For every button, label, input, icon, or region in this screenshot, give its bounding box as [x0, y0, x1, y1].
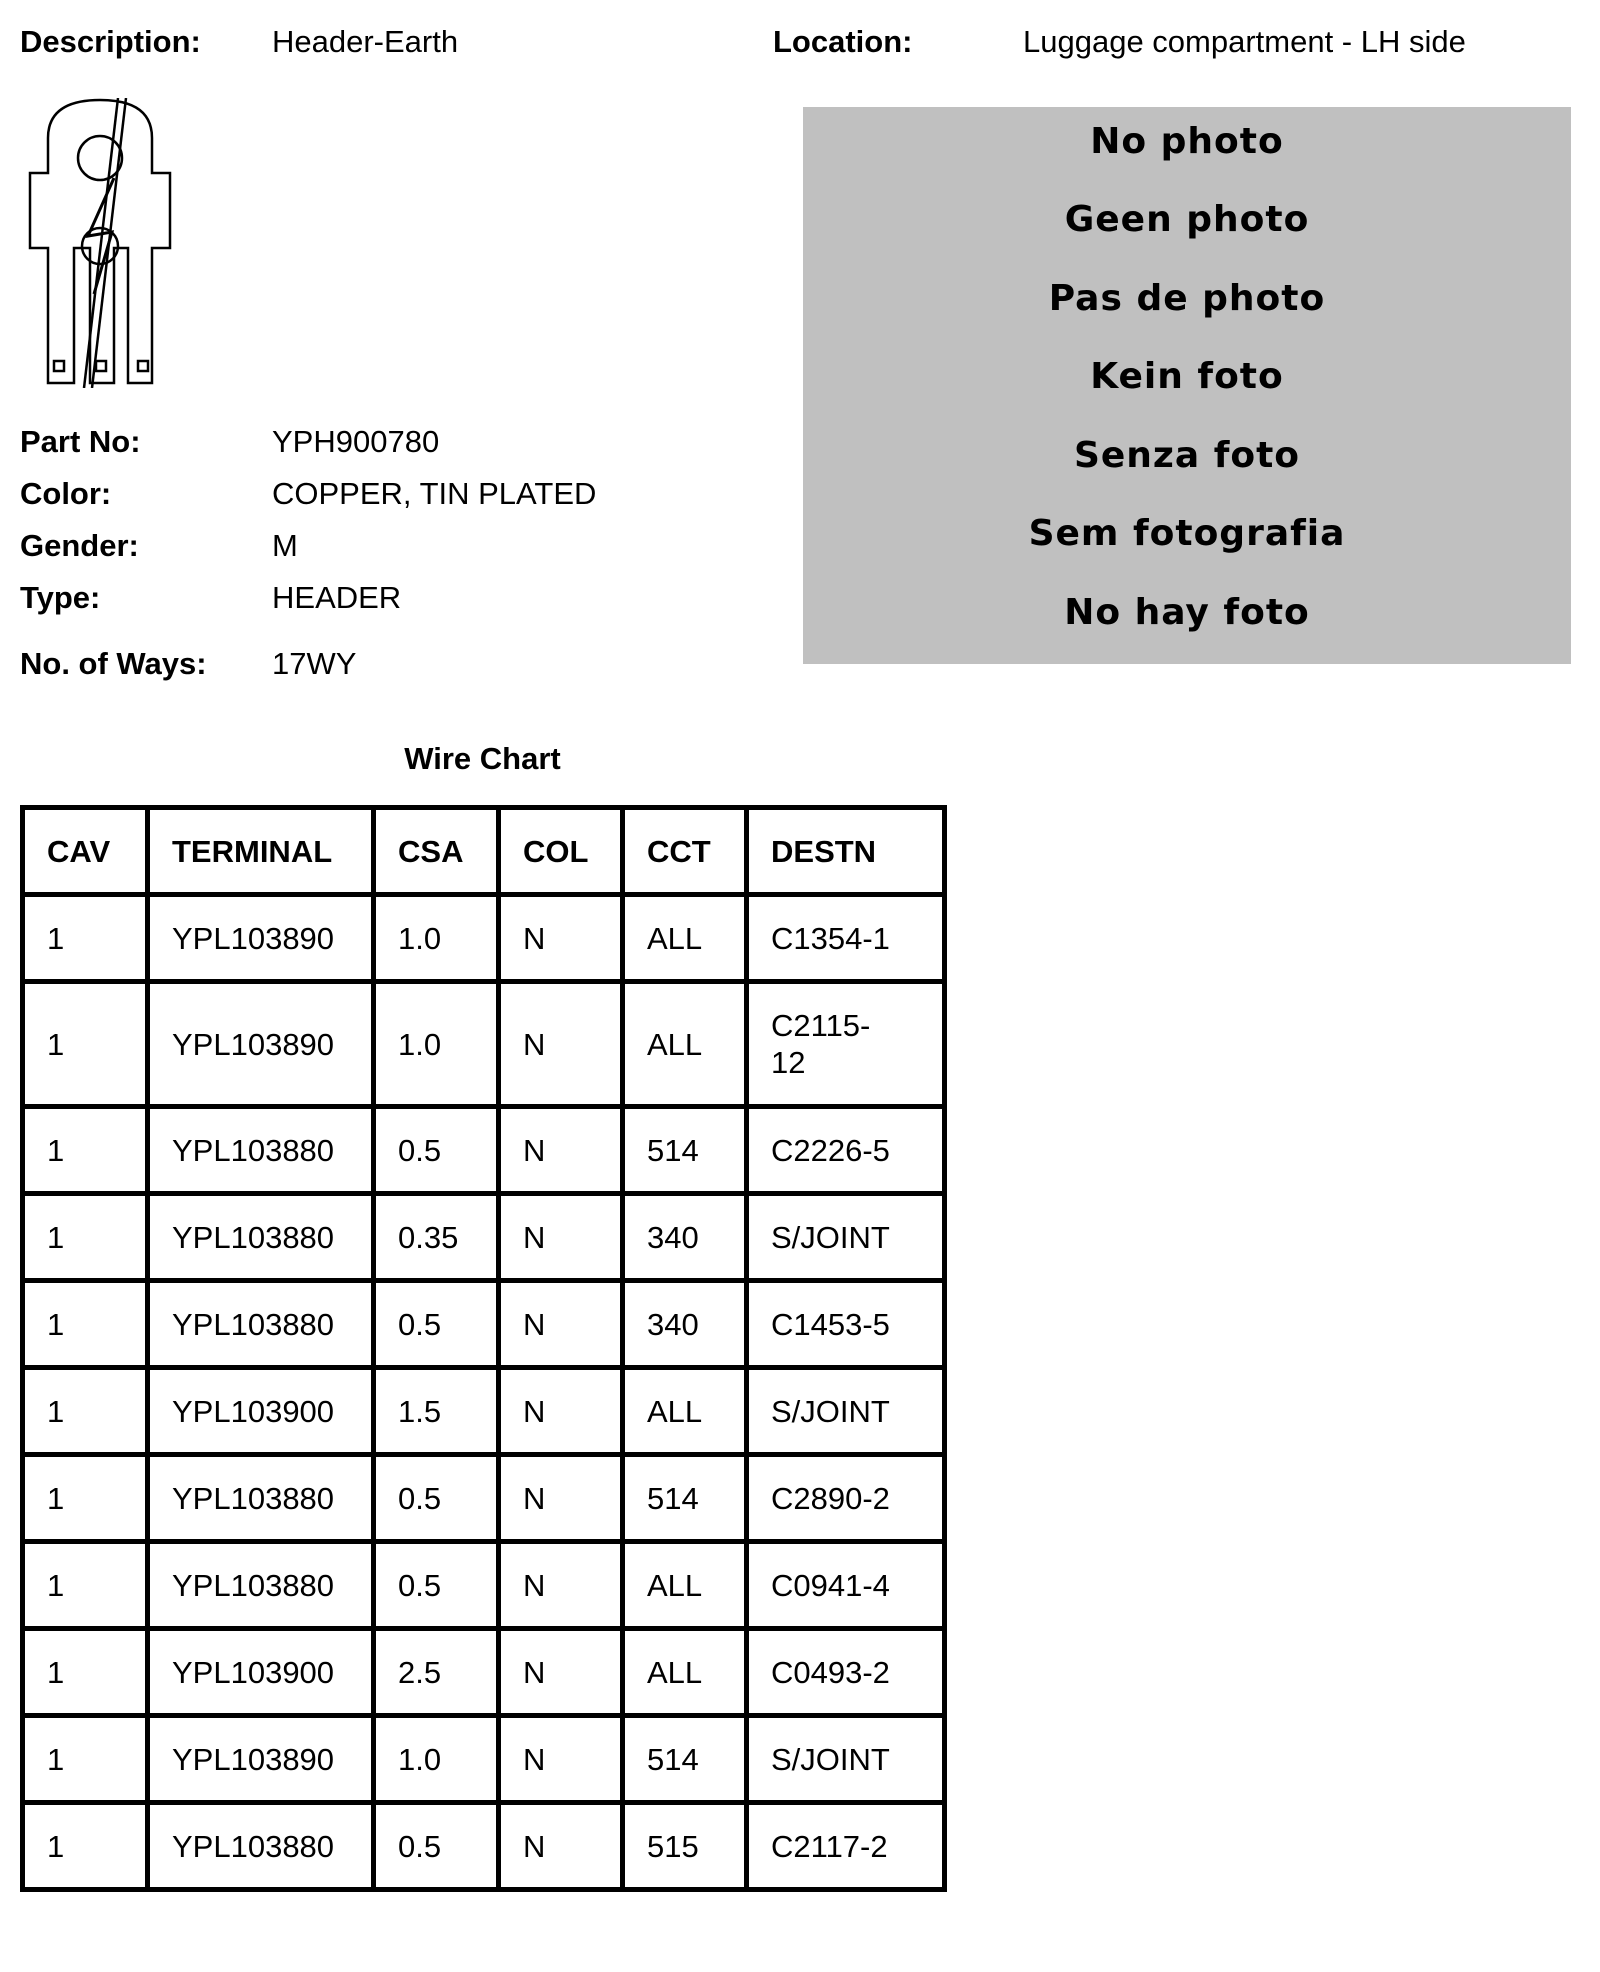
cell-col: N: [499, 1629, 623, 1716]
cell-csa: 0.5: [374, 1455, 499, 1542]
table-row: [23, 1629, 945, 1716]
color-value: COPPER, TIN PLATED: [272, 476, 597, 511]
type-label: Type:: [20, 580, 101, 615]
cell-cct: ALL: [623, 1629, 747, 1716]
cell-col: N: [499, 1803, 623, 1890]
cell-terminal: YPL103900: [148, 1629, 374, 1716]
photo-line-pt: Sem fotografia: [1028, 513, 1346, 554]
color-label: Color:: [20, 476, 112, 511]
cell-col: N: [499, 1194, 623, 1281]
cell-terminal: YPL103880: [148, 1803, 374, 1890]
cell-cav: 1: [23, 1803, 148, 1890]
type-value: HEADER: [272, 580, 402, 615]
cell-terminal: YPL103890: [148, 1716, 374, 1803]
part-no-label: Part No:: [20, 424, 141, 459]
cell-destn: C2890-2: [747, 1455, 945, 1542]
cell-csa: 1.0: [374, 982, 499, 1107]
cell-col: N: [499, 1455, 623, 1542]
column-header-col: COL: [499, 808, 623, 895]
cell-cct: 514: [623, 1107, 747, 1194]
cell-csa: 2.5: [374, 1629, 499, 1716]
column-header-terminal: TERMINAL: [148, 808, 374, 895]
cell-col: N: [499, 1716, 623, 1803]
cell-destn: C0941-4: [747, 1542, 945, 1629]
cell-cct: 514: [623, 1716, 747, 1803]
cell-destn: C1453-5: [747, 1281, 945, 1368]
cell-csa: 1.0: [374, 1716, 499, 1803]
table-row: [23, 1716, 945, 1803]
table-row: [23, 1368, 945, 1455]
ways-label: No. of Ways:: [20, 646, 207, 681]
cell-terminal: YPL103880: [148, 1107, 374, 1194]
cell-cct: ALL: [623, 982, 747, 1107]
cell-csa: 0.5: [374, 1803, 499, 1890]
cell-col: N: [499, 982, 623, 1107]
cell-terminal: YPL103900: [148, 1368, 374, 1455]
cell-cct: 514: [623, 1455, 747, 1542]
column-header-csa: CSA: [374, 808, 499, 895]
table-header-row: [23, 808, 945, 895]
cell-destn: C2115-12: [747, 982, 945, 1107]
cell-destn: C2117-2: [747, 1803, 945, 1890]
ways-value: 17WY: [272, 646, 357, 681]
wire-chart-title: Wire Chart: [404, 741, 561, 776]
cell-destn: C1354-1: [747, 895, 945, 982]
cell-cav: 1: [23, 1629, 148, 1716]
cell-csa: 0.5: [374, 1542, 499, 1629]
cell-cct: 515: [623, 1803, 747, 1890]
cell-cct: 340: [623, 1281, 747, 1368]
cell-cav: 1: [23, 1281, 148, 1368]
table-row: [23, 982, 945, 1107]
cell-col: N: [499, 895, 623, 982]
cell-terminal: YPL103890: [148, 982, 374, 1107]
cell-col: N: [499, 1368, 623, 1455]
column-header-destn: DESTN: [747, 808, 945, 895]
cell-csa: 0.35: [374, 1194, 499, 1281]
photo-line-es: No hay foto: [1064, 592, 1310, 633]
description-value: Header-Earth: [272, 24, 459, 59]
cell-cav: 1: [23, 1107, 148, 1194]
photo-placeholder: [803, 107, 1571, 664]
photo-line-fr: Pas de photo: [1048, 278, 1326, 319]
part-no-value: YPH900780: [272, 424, 440, 459]
photo-line-de: Kein foto: [1090, 356, 1284, 397]
cell-destn: C0493-2: [747, 1629, 945, 1716]
cell-terminal: YPL103880: [148, 1281, 374, 1368]
cell-terminal: YPL103890: [148, 895, 374, 982]
gender-label: Gender:: [20, 528, 139, 563]
table-row: [23, 1542, 945, 1629]
cell-col: N: [499, 1281, 623, 1368]
column-header-cav: CAV: [23, 808, 148, 895]
wire-chart-table: [20, 805, 947, 1892]
cell-col: N: [499, 1542, 623, 1629]
location-value: Luggage compartment - LH side: [1023, 24, 1466, 59]
cell-cav: 1: [23, 1194, 148, 1281]
connector-icon: [28, 98, 178, 388]
cell-destn: C2226-5: [747, 1107, 945, 1194]
cell-terminal: YPL103880: [148, 1194, 374, 1281]
cell-cav: 1: [23, 1716, 148, 1803]
table-row: [23, 1107, 945, 1194]
photo-line-it: Senza foto: [1073, 435, 1301, 476]
cell-destn: S/JOINT: [747, 1716, 945, 1803]
table-row: [23, 895, 945, 982]
cell-cct: ALL: [623, 1368, 747, 1455]
cell-terminal: YPL103880: [148, 1455, 374, 1542]
cell-csa: 0.5: [374, 1281, 499, 1368]
column-header-cct: CCT: [623, 808, 747, 895]
cell-cct: 340: [623, 1194, 747, 1281]
cell-cct: ALL: [623, 895, 747, 982]
table-row: [23, 1455, 945, 1542]
location-label: Location:: [773, 24, 913, 59]
cell-csa: 1.5: [374, 1368, 499, 1455]
description-label: Description:: [20, 24, 201, 59]
table-row: [23, 1281, 945, 1368]
cell-cav: 1: [23, 895, 148, 982]
cell-terminal: YPL103880: [148, 1542, 374, 1629]
cell-csa: 0.5: [374, 1107, 499, 1194]
table-row: [23, 1194, 945, 1281]
gender-value: M: [272, 528, 298, 563]
cell-cav: 1: [23, 1455, 148, 1542]
photo-line-en: No photo: [1090, 121, 1284, 162]
cell-cct: ALL: [623, 1542, 747, 1629]
cell-cav: 1: [23, 1368, 148, 1455]
cell-cav: 1: [23, 982, 148, 1107]
cell-csa: 1.0: [374, 895, 499, 982]
table-row: [23, 1803, 945, 1890]
cell-col: N: [499, 1107, 623, 1194]
cell-destn: S/JOINT: [747, 1194, 945, 1281]
cell-destn: S/JOINT: [747, 1368, 945, 1455]
cell-cav: 1: [23, 1542, 148, 1629]
photo-line-nl: Geen photo: [1064, 199, 1310, 240]
